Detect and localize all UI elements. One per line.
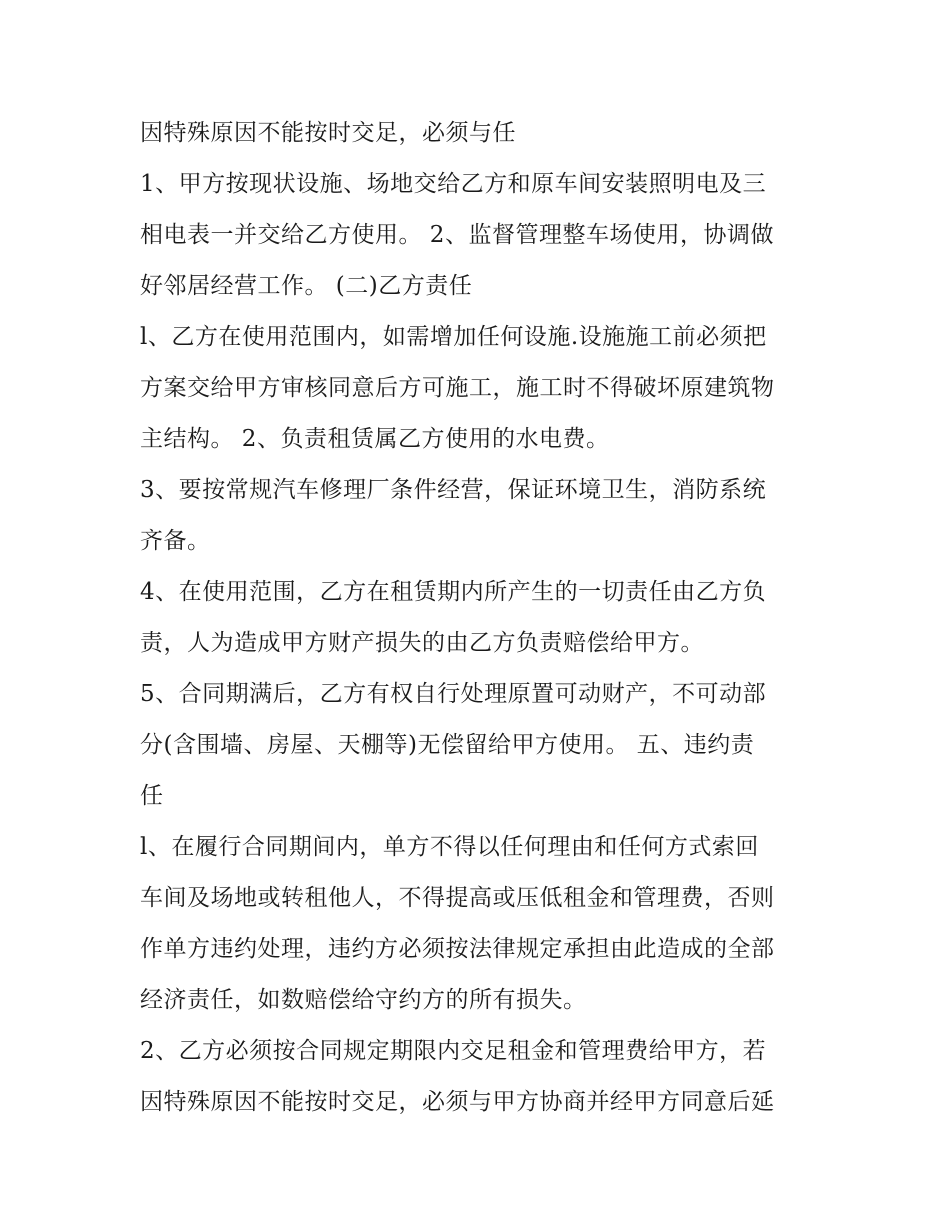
text-line: 作单方违约处理，违约方必须按法律规定承担由此造成的全部 [140, 936, 775, 962]
text-line: 3、要按常规汽车修理厂条件经营，保证环境卫生，消防系统 [140, 477, 767, 503]
text-line: 因特殊原因不能按时交足，必须与甲方协商并经甲方同意后延 [140, 1089, 775, 1115]
text-line: 2、乙方必须按合同规定期限内交足租金和管理费给甲方，若 [140, 1038, 767, 1064]
text-line: 车间及场地或转租他人，不得提高或压低租金和管理费，否则 [140, 885, 775, 911]
text-line: 因特殊原因不能按时交足，必须与任 [140, 120, 516, 146]
text-line: 5、合同期满后，乙方有权自行处理原置可动财产，不可动部 [140, 681, 767, 707]
text-line: 相电表一并交给乙方使用。 2、监督管理整车场使用，协调做 [140, 222, 774, 248]
text-line: 经济责任，如数赔偿给守约方的所有损失。 [140, 987, 587, 1013]
text-line: 1、甲方按现状设施、场地交给乙方和原车间安装照明电及三 [140, 171, 767, 197]
text-line: 责，人为造成甲方财产损失的由乙方负责赔偿给甲方。 [140, 630, 704, 656]
text-line: 任 [140, 783, 164, 809]
text-line: l、在履行合同期间内，单方不得以任何理由和任何方式索回 [140, 834, 759, 860]
text-line: 方案交给甲方审核同意后方可施工，施工时不得破坏原建筑物 [140, 375, 775, 401]
text-line: 主结构。 2、负责租赁属乙方使用的水电费。 [140, 426, 610, 452]
text-line: 齐备。 [140, 528, 211, 554]
text-line: 分(含围墙、房屋、天棚等)无偿留给甲方使用。 五、违约责 [140, 732, 755, 758]
text-line: l、乙方在使用范围内，如需增加任何设施.设施施工前必须把 [140, 324, 767, 350]
text-line: 4、在使用范围，乙方在租赁期内所产生的一切责任由乙方负 [140, 579, 767, 605]
text-line: 好邻居经营工作。 (二)乙方责任 [140, 273, 473, 299]
document-body [140, 108, 830, 1128]
